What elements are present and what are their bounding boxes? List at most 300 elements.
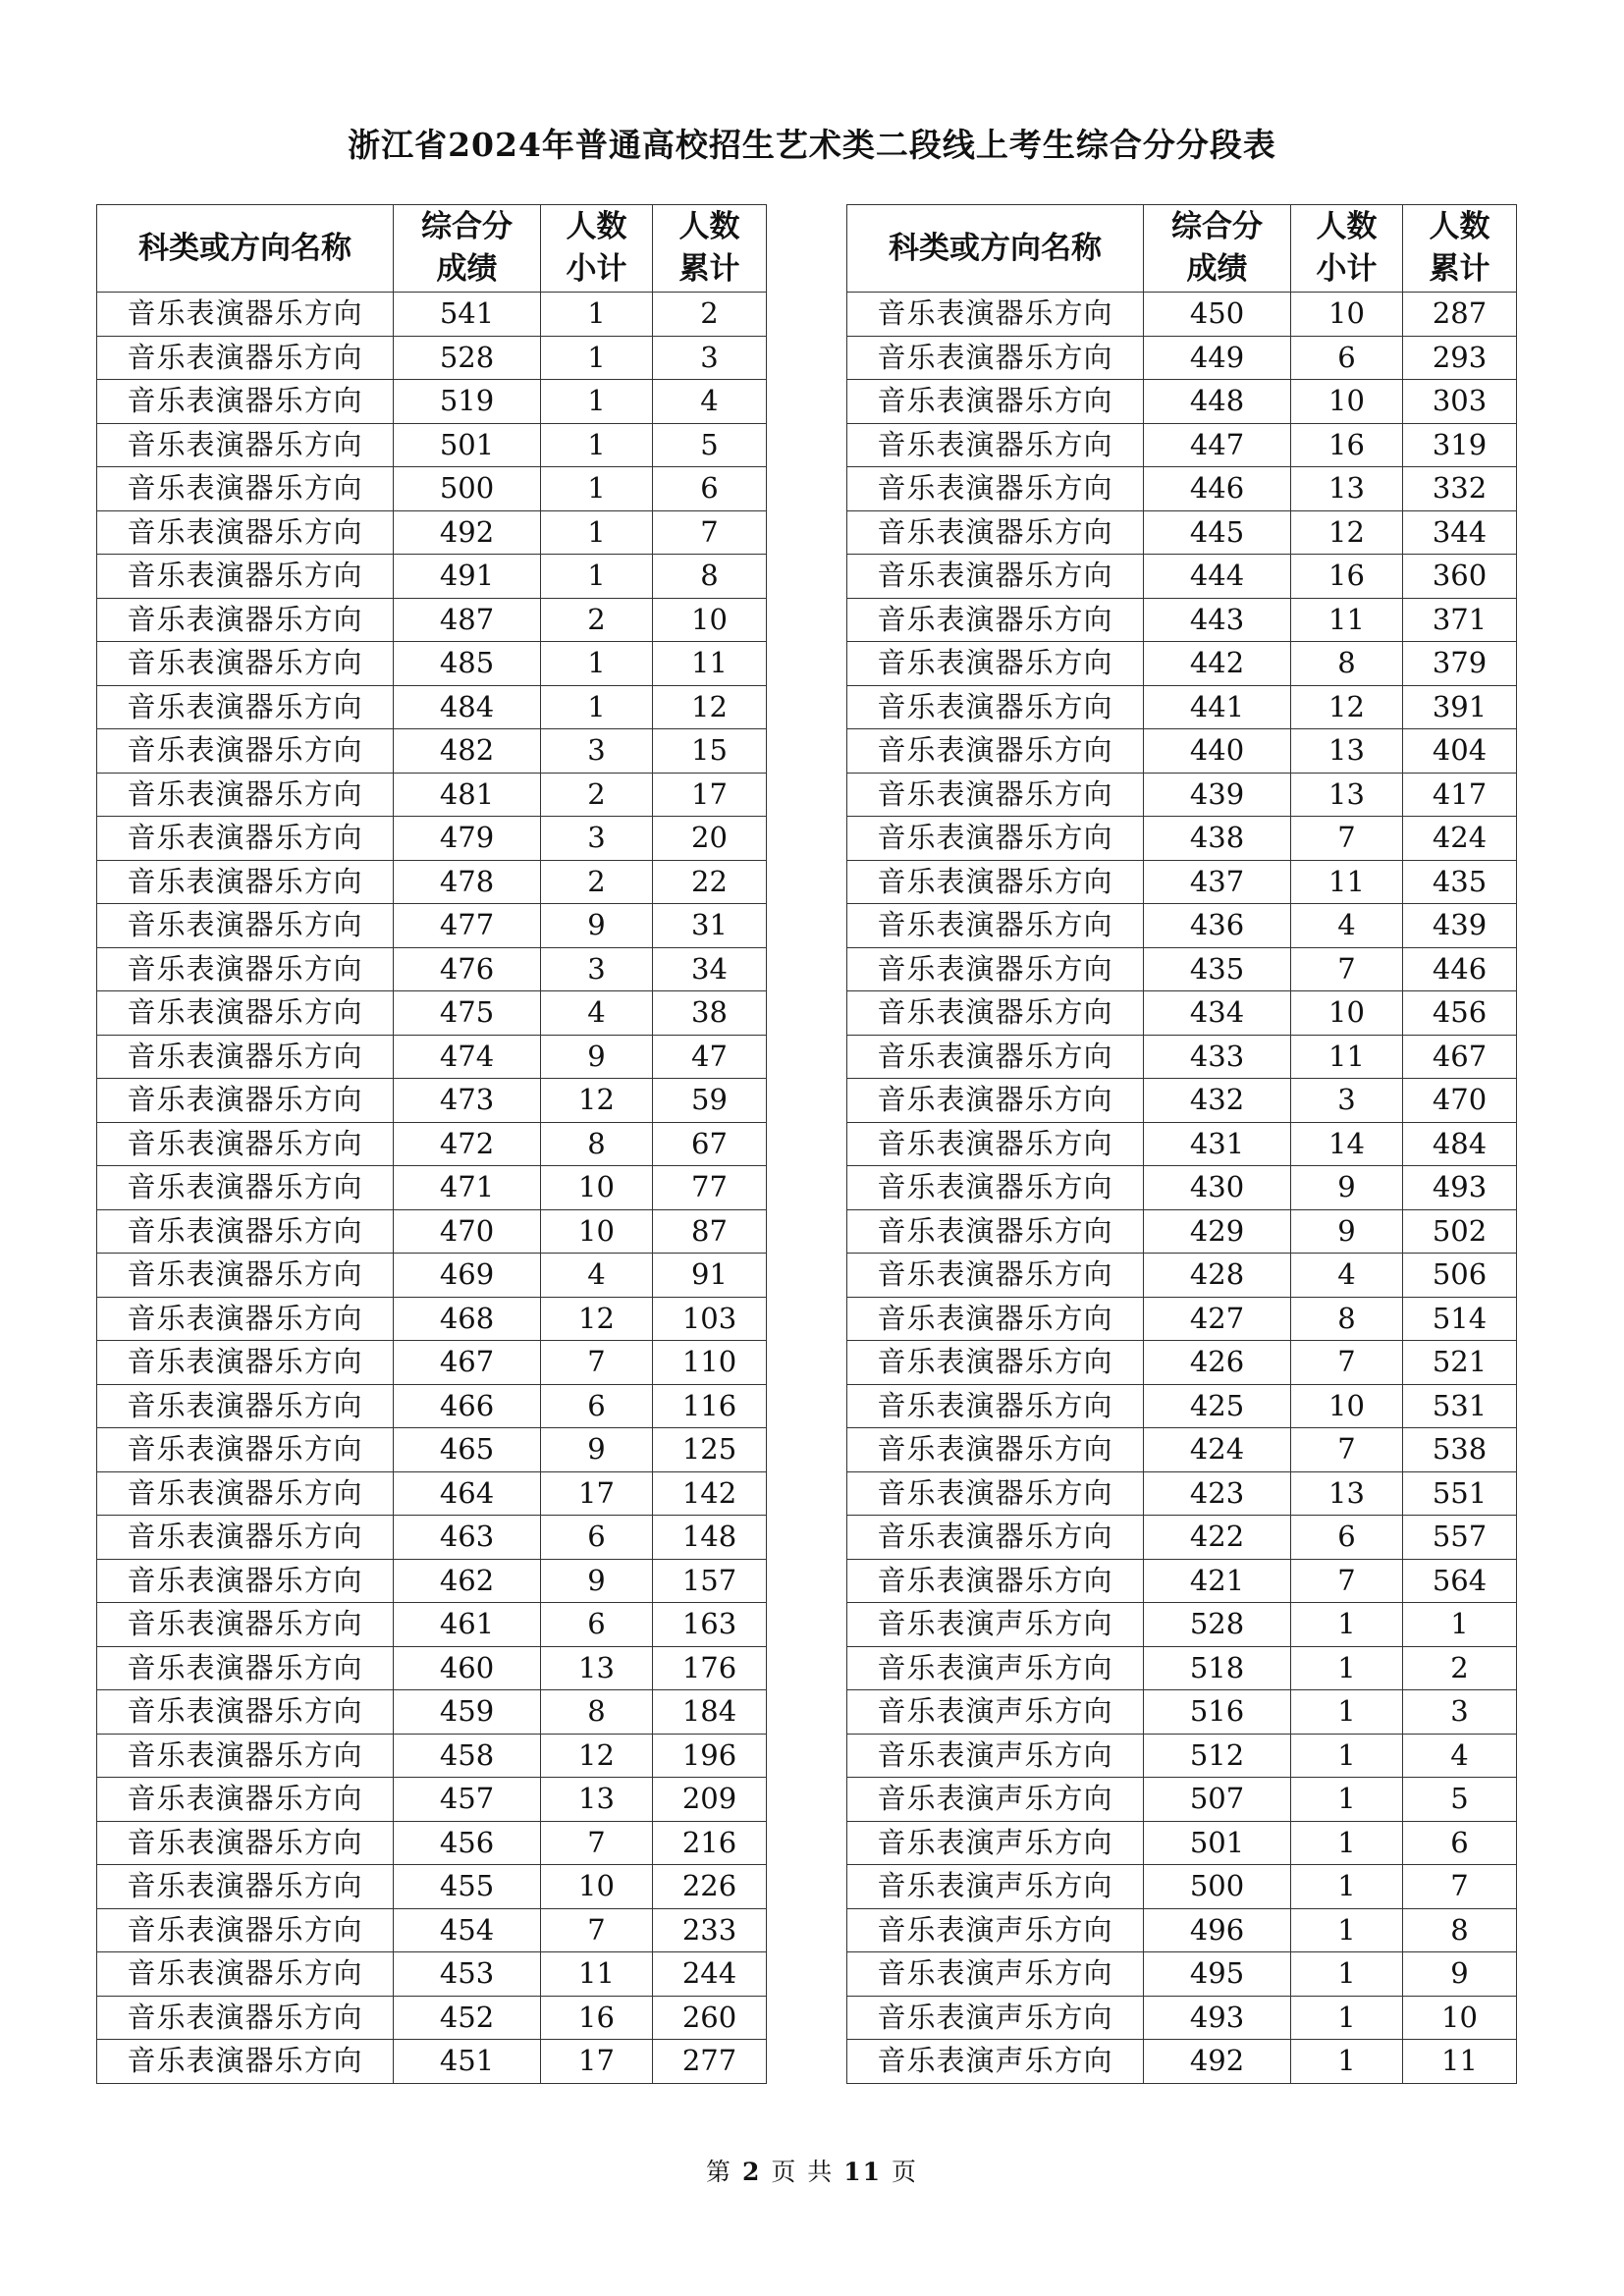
cell-name: 音乐表演器乐方向 — [97, 1209, 394, 1254]
cell-score: 500 — [1144, 1865, 1291, 1909]
cell-count: 16 — [1291, 555, 1403, 599]
cell-name: 音乐表演器乐方向 — [847, 685, 1144, 729]
cell-cumulative: 5 — [1403, 1778, 1517, 1822]
cell-cumulative: 277 — [653, 2040, 767, 2084]
cell-cumulative: 87 — [653, 1209, 767, 1254]
cell-count: 3 — [541, 729, 653, 774]
table-row — [847, 336, 1517, 380]
table-row — [847, 1690, 1517, 1735]
header-score-line1: 综合分 — [1171, 209, 1263, 244]
cell-name: 音乐表演声乐方向 — [847, 2040, 1144, 2084]
cell-score: 442 — [1144, 642, 1291, 686]
cell-count: 10 — [1291, 1384, 1403, 1428]
cell-name: 音乐表演器乐方向 — [97, 1821, 394, 1865]
page-footer — [0, 2153, 1624, 2188]
cell-cumulative: 332 — [1403, 467, 1517, 511]
header-count-line2: 小计 — [1316, 251, 1378, 287]
cell-cumulative: 7 — [1403, 1865, 1517, 1909]
cell-cumulative: 493 — [1403, 1166, 1517, 1210]
cell-score: 441 — [1144, 685, 1291, 729]
cell-name: 音乐表演器乐方向 — [97, 860, 394, 904]
cell-score: 485 — [394, 642, 541, 686]
cell-count: 1 — [1291, 1821, 1403, 1865]
header-count-line1: 人数 — [1316, 209, 1378, 244]
cell-score: 464 — [394, 1471, 541, 1516]
cell-score: 433 — [1144, 1035, 1291, 1079]
cell-count: 1 — [541, 380, 653, 424]
cell-cumulative: 59 — [653, 1079, 767, 1123]
cell-count: 8 — [541, 1690, 653, 1735]
cell-cumulative: 470 — [1403, 1079, 1517, 1123]
cell-score: 422 — [1144, 1516, 1291, 1560]
table-row — [97, 1821, 767, 1865]
table-row — [97, 1297, 767, 1341]
table-row — [97, 1690, 767, 1735]
cell-name: 音乐表演器乐方向 — [97, 1297, 394, 1341]
cell-name: 音乐表演器乐方向 — [847, 991, 1144, 1036]
cell-name: 音乐表演器乐方向 — [97, 1341, 394, 1385]
table-row — [97, 293, 767, 337]
cell-name: 音乐表演器乐方向 — [97, 2040, 394, 2084]
cell-score: 436 — [1144, 904, 1291, 948]
cell-cumulative: 11 — [653, 642, 767, 686]
table-row — [97, 1778, 767, 1822]
cell-cumulative: 2 — [1403, 1646, 1517, 1690]
cell-cumulative: 11 — [1403, 2040, 1517, 2084]
table-row — [847, 1952, 1517, 1997]
cell-score: 448 — [1144, 380, 1291, 424]
table-row — [847, 1734, 1517, 1778]
cell-count: 4 — [1291, 904, 1403, 948]
cell-name: 音乐表演声乐方向 — [847, 1908, 1144, 1952]
cell-cumulative: 404 — [1403, 729, 1517, 774]
cell-name: 音乐表演器乐方向 — [97, 1122, 394, 1166]
cell-score: 446 — [1144, 467, 1291, 511]
cell-count: 7 — [1291, 947, 1403, 991]
cell-cumulative: 303 — [1403, 380, 1517, 424]
cell-score: 438 — [1144, 817, 1291, 861]
cell-score: 519 — [394, 380, 541, 424]
cell-cumulative: 244 — [653, 1952, 767, 1997]
cell-cumulative: 319 — [1403, 423, 1517, 467]
cell-cumulative: 91 — [653, 1254, 767, 1298]
cell-count: 6 — [541, 1516, 653, 1560]
cell-score: 452 — [394, 1996, 541, 2040]
footer-total-pages: 11 — [843, 2158, 883, 2186]
cell-name: 音乐表演器乐方向 — [97, 1603, 394, 1647]
cell-name: 音乐表演器乐方向 — [847, 380, 1144, 424]
cell-count: 1 — [541, 555, 653, 599]
cell-count: 9 — [541, 1428, 653, 1472]
cell-count: 1 — [541, 510, 653, 555]
cell-name: 音乐表演器乐方向 — [97, 1908, 394, 1952]
cell-name: 音乐表演器乐方向 — [847, 1471, 1144, 1516]
cell-count: 17 — [541, 1471, 653, 1516]
cell-cumulative: 371 — [1403, 598, 1517, 642]
cell-score: 463 — [394, 1516, 541, 1560]
cell-count: 10 — [541, 1209, 653, 1254]
cell-score: 501 — [1144, 1821, 1291, 1865]
cell-score: 476 — [394, 947, 541, 991]
table-row — [97, 904, 767, 948]
cell-name: 音乐表演声乐方向 — [847, 1734, 1144, 1778]
table-row — [97, 1122, 767, 1166]
cell-name: 音乐表演器乐方向 — [97, 1778, 394, 1822]
cell-cumulative: 142 — [653, 1471, 767, 1516]
cell-cumulative: 12 — [653, 685, 767, 729]
table-row — [97, 1516, 767, 1560]
cell-cumulative: 391 — [1403, 685, 1517, 729]
cell-cumulative: 2 — [653, 293, 767, 337]
cell-cumulative: 7 — [653, 510, 767, 555]
cell-count: 1 — [541, 336, 653, 380]
cell-cumulative: 22 — [653, 860, 767, 904]
cell-count: 13 — [541, 1646, 653, 1690]
cell-score: 469 — [394, 1254, 541, 1298]
cell-score: 451 — [394, 2040, 541, 2084]
cell-name: 音乐表演声乐方向 — [847, 1996, 1144, 2040]
table-row — [847, 1908, 1517, 1952]
table-row — [847, 904, 1517, 948]
cell-score: 484 — [394, 685, 541, 729]
cell-cumulative: 8 — [1403, 1908, 1517, 1952]
cell-name: 音乐表演器乐方向 — [847, 642, 1144, 686]
cell-count: 1 — [1291, 1778, 1403, 1822]
cell-count: 6 — [1291, 336, 1403, 380]
cell-score: 501 — [394, 423, 541, 467]
cell-score: 449 — [1144, 336, 1291, 380]
table-row — [97, 1646, 767, 1690]
cell-count: 1 — [541, 467, 653, 511]
cell-score: 492 — [394, 510, 541, 555]
cell-count: 7 — [541, 1821, 653, 1865]
table-row — [847, 773, 1517, 817]
cell-cumulative: 467 — [1403, 1035, 1517, 1079]
cell-count: 6 — [1291, 1516, 1403, 1560]
table-row — [847, 817, 1517, 861]
cell-count: 1 — [1291, 1996, 1403, 2040]
cell-score: 507 — [1144, 1778, 1291, 1822]
table-row — [847, 555, 1517, 599]
cell-name: 音乐表演器乐方向 — [847, 1384, 1144, 1428]
cell-cumulative: 15 — [653, 729, 767, 774]
table-row — [97, 467, 767, 511]
header-score-line2: 成绩 — [1186, 251, 1248, 287]
cell-name: 音乐表演器乐方向 — [97, 1079, 394, 1123]
cell-name: 音乐表演器乐方向 — [97, 555, 394, 599]
cell-name: 音乐表演器乐方向 — [97, 1690, 394, 1735]
cell-cumulative: 67 — [653, 1122, 767, 1166]
cell-name: 音乐表演器乐方向 — [97, 1166, 394, 1210]
cell-name: 音乐表演器乐方向 — [97, 1428, 394, 1472]
table-row — [847, 1209, 1517, 1254]
cell-score: 443 — [1144, 598, 1291, 642]
cell-count: 13 — [1291, 729, 1403, 774]
cell-score: 475 — [394, 991, 541, 1036]
cell-cumulative: 125 — [653, 1428, 767, 1472]
cell-count: 10 — [1291, 380, 1403, 424]
table-row — [97, 729, 767, 774]
table-row — [847, 729, 1517, 774]
table-header-row — [97, 205, 767, 293]
cell-count: 13 — [1291, 1471, 1403, 1516]
cell-count: 1 — [1291, 1646, 1403, 1690]
table-row — [847, 598, 1517, 642]
table-body-left — [97, 293, 767, 2084]
cell-cumulative: 260 — [653, 1996, 767, 2040]
header-count-line1: 人数 — [566, 209, 627, 244]
table-row — [97, 1908, 767, 1952]
cell-name: 音乐表演器乐方向 — [847, 1516, 1144, 1560]
table-row — [97, 1428, 767, 1472]
cell-count: 1 — [541, 423, 653, 467]
cell-count: 10 — [541, 1865, 653, 1909]
table-row — [97, 1209, 767, 1254]
cell-score: 492 — [1144, 2040, 1291, 2084]
cell-score: 423 — [1144, 1471, 1291, 1516]
cell-name: 音乐表演器乐方向 — [97, 1952, 394, 1997]
table-row — [847, 1603, 1517, 1647]
cell-cumulative: 360 — [1403, 555, 1517, 599]
cell-cumulative: 456 — [1403, 991, 1517, 1036]
cell-name: 音乐表演器乐方向 — [97, 293, 394, 337]
table-row — [847, 510, 1517, 555]
header-count — [541, 205, 653, 293]
cell-name: 音乐表演器乐方向 — [97, 642, 394, 686]
table-row — [847, 1166, 1517, 1210]
cell-cumulative: 5 — [653, 423, 767, 467]
cell-name: 音乐表演器乐方向 — [847, 1254, 1144, 1298]
table-row — [97, 860, 767, 904]
cell-cumulative: 47 — [653, 1035, 767, 1079]
cell-name: 音乐表演声乐方向 — [847, 1865, 1144, 1909]
table-row — [847, 1646, 1517, 1690]
cell-cumulative: 521 — [1403, 1341, 1517, 1385]
cell-name: 音乐表演器乐方向 — [97, 598, 394, 642]
cell-score: 474 — [394, 1035, 541, 1079]
cell-count: 1 — [1291, 1690, 1403, 1735]
cell-cumulative: 344 — [1403, 510, 1517, 555]
header-score — [1144, 205, 1291, 293]
cell-cumulative: 10 — [653, 598, 767, 642]
table-row — [97, 685, 767, 729]
cell-count: 10 — [1291, 991, 1403, 1036]
table-row — [847, 423, 1517, 467]
table-row — [97, 1341, 767, 1385]
cell-name: 音乐表演器乐方向 — [847, 1297, 1144, 1341]
cell-name: 音乐表演器乐方向 — [97, 1035, 394, 1079]
header-score — [394, 205, 541, 293]
cell-count: 9 — [541, 1035, 653, 1079]
cell-name: 音乐表演器乐方向 — [97, 991, 394, 1036]
table-row — [97, 336, 767, 380]
cell-score: 487 — [394, 598, 541, 642]
cell-score: 465 — [394, 1428, 541, 1472]
cell-score: 493 — [1144, 1996, 1291, 2040]
header-score-line1: 综合分 — [421, 209, 513, 244]
cell-name: 音乐表演器乐方向 — [97, 1384, 394, 1428]
table-row — [97, 598, 767, 642]
cell-count: 17 — [541, 2040, 653, 2084]
cell-score: 454 — [394, 1908, 541, 1952]
cell-score: 435 — [1144, 947, 1291, 991]
cell-cumulative: 484 — [1403, 1122, 1517, 1166]
cell-cumulative: 148 — [653, 1516, 767, 1560]
cell-score: 429 — [1144, 1209, 1291, 1254]
cell-score: 427 — [1144, 1297, 1291, 1341]
cell-cumulative: 77 — [653, 1166, 767, 1210]
cell-name: 音乐表演器乐方向 — [847, 423, 1144, 467]
cell-count: 2 — [541, 773, 653, 817]
cell-score: 472 — [394, 1122, 541, 1166]
cell-cumulative: 6 — [653, 467, 767, 511]
header-cumulative — [1403, 205, 1517, 293]
cell-score: 430 — [1144, 1166, 1291, 1210]
cell-score: 468 — [394, 1297, 541, 1341]
cell-score: 495 — [1144, 1952, 1291, 1997]
cell-name: 音乐表演器乐方向 — [847, 467, 1144, 511]
cell-score: 450 — [1144, 293, 1291, 337]
cell-cumulative: 226 — [653, 1865, 767, 1909]
cell-cumulative: 17 — [653, 773, 767, 817]
cell-score: 466 — [394, 1384, 541, 1428]
table-row — [97, 773, 767, 817]
cell-count: 12 — [1291, 510, 1403, 555]
cell-score: 434 — [1144, 991, 1291, 1036]
cell-cumulative: 38 — [653, 991, 767, 1036]
table-row — [847, 1778, 1517, 1822]
cell-cumulative: 502 — [1403, 1209, 1517, 1254]
table-row — [97, 642, 767, 686]
cell-name: 音乐表演器乐方向 — [97, 685, 394, 729]
cell-score: 479 — [394, 817, 541, 861]
cell-cumulative: 176 — [653, 1646, 767, 1690]
header-cumulative-line1: 人数 — [1429, 209, 1490, 244]
table-row — [847, 947, 1517, 991]
cell-score: 439 — [1144, 773, 1291, 817]
cell-cumulative: 163 — [653, 1603, 767, 1647]
cell-cumulative: 209 — [653, 1778, 767, 1822]
cell-score: 477 — [394, 904, 541, 948]
cell-count: 4 — [1291, 1254, 1403, 1298]
cell-name: 音乐表演声乐方向 — [847, 1603, 1144, 1647]
cell-score: 496 — [1144, 1908, 1291, 1952]
cell-score: 541 — [394, 293, 541, 337]
cell-name: 音乐表演器乐方向 — [97, 1865, 394, 1909]
cell-cumulative: 184 — [653, 1690, 767, 1735]
cell-count: 6 — [541, 1603, 653, 1647]
cell-count: 12 — [541, 1734, 653, 1778]
cell-cumulative: 103 — [653, 1297, 767, 1341]
table-row — [97, 1865, 767, 1909]
cell-count: 8 — [1291, 642, 1403, 686]
cell-score: 516 — [1144, 1690, 1291, 1735]
cell-cumulative: 506 — [1403, 1254, 1517, 1298]
table-row — [847, 1035, 1517, 1079]
cell-name: 音乐表演声乐方向 — [847, 1952, 1144, 1997]
table-row — [847, 1428, 1517, 1472]
table-row — [847, 1341, 1517, 1385]
cell-score: 444 — [1144, 555, 1291, 599]
table-row — [97, 1035, 767, 1079]
header-name: 科类或方向名称 — [847, 205, 1144, 293]
cell-name: 音乐表演器乐方向 — [847, 1559, 1144, 1603]
cell-name: 音乐表演器乐方向 — [97, 817, 394, 861]
footer-middle: 页 共 — [771, 2158, 835, 2186]
cell-cumulative: 435 — [1403, 860, 1517, 904]
cell-count: 3 — [541, 947, 653, 991]
table-row — [97, 2040, 767, 2084]
header-cumulative-line2: 累计 — [678, 251, 740, 287]
table-row — [847, 1865, 1517, 1909]
table-row — [847, 1516, 1517, 1560]
cell-name: 音乐表演器乐方向 — [847, 817, 1144, 861]
cell-name: 音乐表演器乐方向 — [97, 1254, 394, 1298]
cell-name: 音乐表演器乐方向 — [847, 510, 1144, 555]
cell-count: 1 — [1291, 1865, 1403, 1909]
cell-cumulative: 379 — [1403, 642, 1517, 686]
cell-cumulative: 31 — [653, 904, 767, 948]
cell-cumulative: 233 — [653, 1908, 767, 1952]
cell-score: 461 — [394, 1603, 541, 1647]
table-row — [97, 817, 767, 861]
header-cumulative — [653, 205, 767, 293]
cell-score: 459 — [394, 1690, 541, 1735]
cell-count: 7 — [1291, 1341, 1403, 1385]
cell-count: 8 — [1291, 1297, 1403, 1341]
table-row — [97, 1996, 767, 2040]
table-row — [847, 1996, 1517, 2040]
cell-cumulative: 564 — [1403, 1559, 1517, 1603]
cell-count: 16 — [541, 1996, 653, 2040]
page-title: 浙江省2024年普通高校招生艺术类二段线上考生综合分分段表 — [348, 126, 1276, 164]
header-name: 科类或方向名称 — [97, 205, 394, 293]
header-count — [1291, 205, 1403, 293]
table-row — [97, 991, 767, 1036]
table-row — [97, 1166, 767, 1210]
cell-count: 1 — [1291, 1734, 1403, 1778]
cell-cumulative: 196 — [653, 1734, 767, 1778]
cell-score: 445 — [1144, 510, 1291, 555]
cell-cumulative: 34 — [653, 947, 767, 991]
cell-count: 1 — [1291, 1952, 1403, 1997]
cell-cumulative: 424 — [1403, 817, 1517, 861]
table-row — [97, 1471, 767, 1516]
table-row — [97, 423, 767, 467]
footer-page-number: 2 — [741, 2158, 762, 2186]
cell-cumulative: 20 — [653, 817, 767, 861]
cell-name: 音乐表演器乐方向 — [97, 1516, 394, 1560]
cell-cumulative: 514 — [1403, 1297, 1517, 1341]
table-row — [97, 380, 767, 424]
cell-name: 音乐表演器乐方向 — [97, 904, 394, 948]
cell-count: 3 — [541, 817, 653, 861]
cell-count: 7 — [541, 1341, 653, 1385]
cell-cumulative: 531 — [1403, 1384, 1517, 1428]
cell-score: 428 — [1144, 1254, 1291, 1298]
cell-score: 470 — [394, 1209, 541, 1254]
table-row — [97, 1559, 767, 1603]
cell-count: 1 — [541, 293, 653, 337]
cell-count: 13 — [1291, 773, 1403, 817]
cell-name: 音乐表演器乐方向 — [97, 773, 394, 817]
score-table-left — [96, 204, 767, 2084]
cell-count: 1 — [541, 642, 653, 686]
cell-name: 音乐表演器乐方向 — [847, 1166, 1144, 1210]
cell-cumulative: 1 — [1403, 1603, 1517, 1647]
cell-count: 2 — [541, 598, 653, 642]
cell-count: 10 — [541, 1166, 653, 1210]
